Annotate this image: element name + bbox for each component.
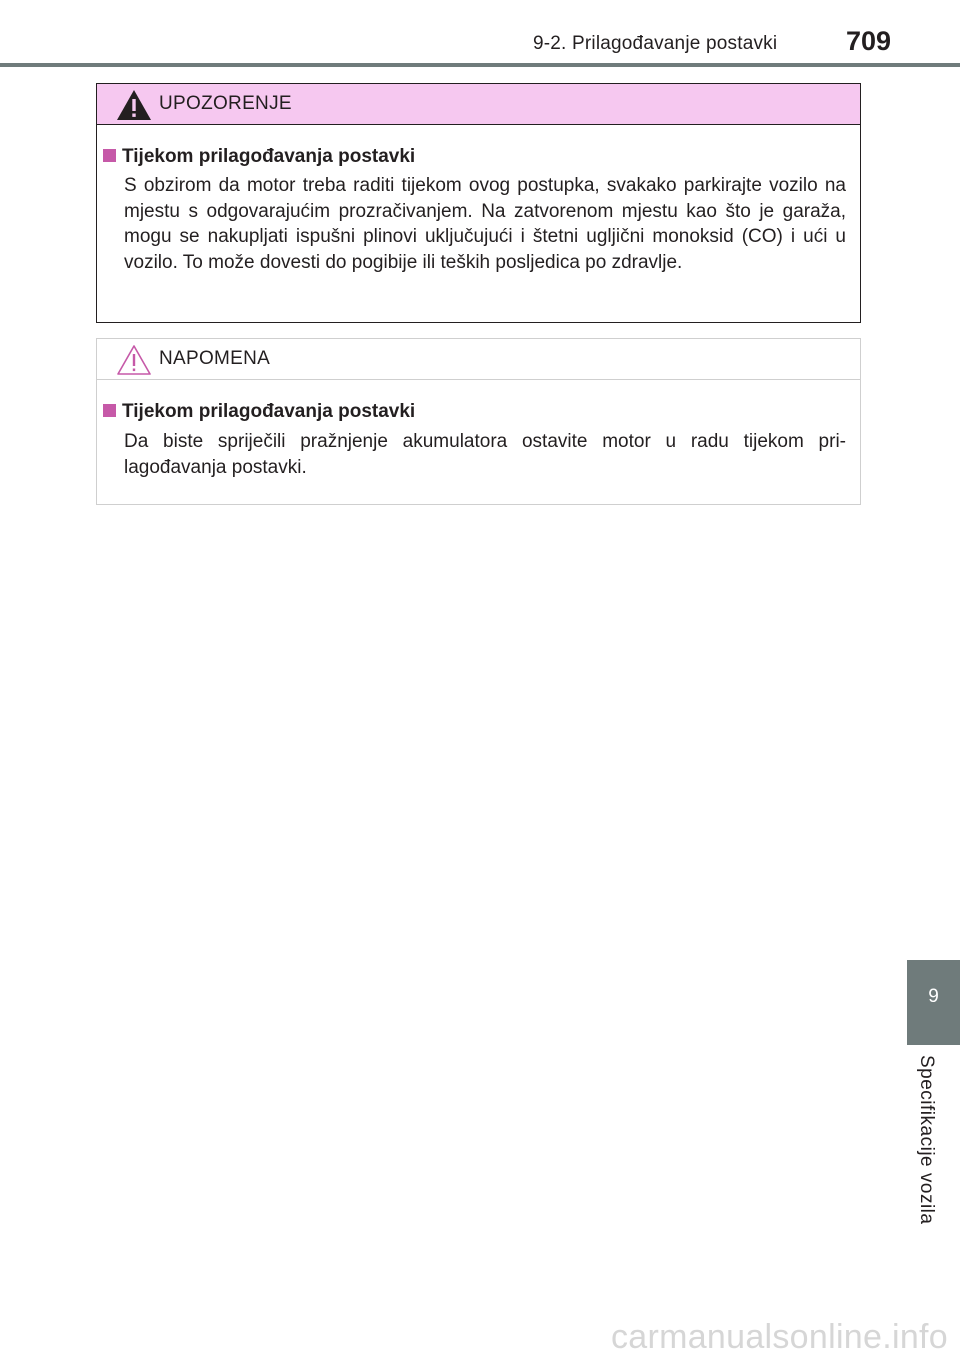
warning-box-header (97, 84, 860, 125)
section-title: 9-2. Prilagođavanje postavki (533, 33, 778, 54)
watermark: carmanualsonline.info (610, 1318, 948, 1356)
bullet-square-icon (103, 404, 116, 417)
chapter-label: Specifikacije vozila (916, 1055, 937, 1225)
header-divider (0, 63, 960, 67)
page-number: 709 (846, 26, 892, 56)
page-header (0, 0, 960, 68)
warning-box-title: UPOZORENJE (159, 93, 292, 114)
warning-item-heading (103, 146, 415, 168)
warning-item-heading-text: Tijekom prilagođavanja postavki (122, 146, 416, 167)
notice-box (96, 338, 861, 505)
notice-item-heading-text: Tijekom prilagođavanja postavki (122, 401, 416, 422)
chapter-tab (907, 960, 960, 1045)
notice-box-header (97, 339, 860, 380)
warning-triangle-outline-icon (114, 342, 154, 378)
notice-box-title: NAPOMENA (159, 348, 271, 369)
chapter-number: 9 (928, 986, 939, 1007)
warning-triangle-filled-icon (114, 87, 154, 123)
warning-item-body: S obzirom da motor treba raditi tijekom ovog postupka, svakako parkirajte vozilo na mjestu s odgovarajućim prozračivanjem. Na zatvorenom mjestu kao što je garaža, mogu se nakupljati ispušni plinovi uključujući i štetni ugljični monoksid (CO) i ući u vozilo. To može dovesti do pogibije ili teških posljedica po zdravlje. (124, 175, 846, 273)
bullet-square-icon (103, 149, 116, 162)
warning-box (96, 83, 861, 323)
notice-item-body: Da biste spriječili pražnjenje akumulatora ostavite motor u radu tijekom pri-lagođavanja postavki. (124, 431, 846, 478)
notice-item-heading (103, 401, 415, 423)
